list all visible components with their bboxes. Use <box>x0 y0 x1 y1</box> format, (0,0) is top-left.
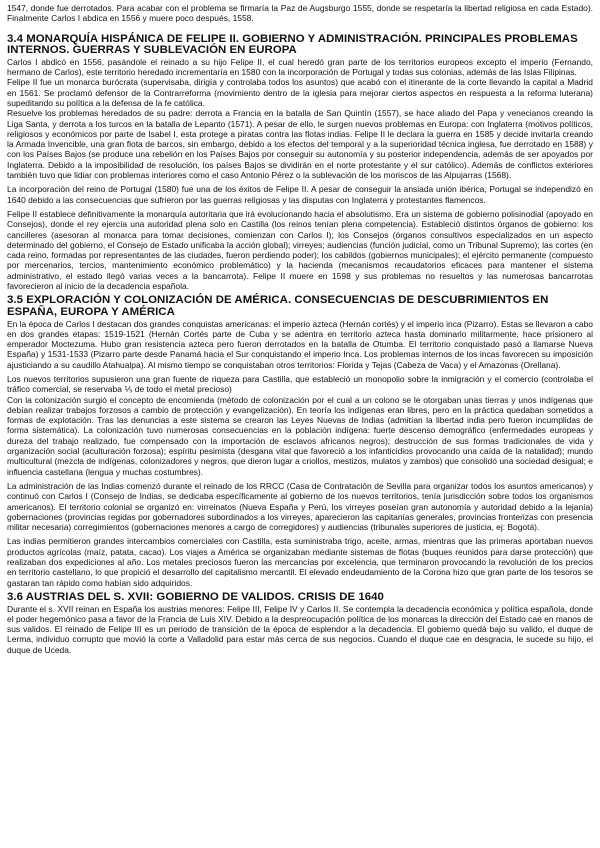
section-3-5-paragraph-2: Los nuevos territorios supusieron una gran fuente de riqueza para Castilla, que estableció un monopolio sobre la inmigración y el comercio (controlaba el tráfico comercial, se reservaba ⅕ de todo el metal precioso) Con la colonización surgió el concepto de encomienda (método de colonización por el cual a un colono se le otorgaban unas tierras y unos indígenas que debían realizar trabajos forzosos a cambio de protección y evangelización). En teoría los indígenas eran libres, pero en la práctica quedaban sometidos a formas de explotación. Tras las denuncias a este sistema se crearon las Leyes Nuevas de Indias (admitían la libertad india pero fueron incumplidas de forma sistemática). La colonización tuvo numerosas consecuencias en la población indígena: fuerte descenso demográfico (enfermedades europeas y dureza del trabajo realizado, fue compensado con la importación de esclavos africanos negros); destrucción de sus formas tradicionales de vida y organización social (aculturación forzosa); espíritu pesimista (desgana vital que favoreció a los infanticidios provocando una caída de la natalidad); mundo multicultural (mezcla de indígenas, colonizadores y negros, que dieron lugar a criollos, mestizos, mulatos y zambos) que consolidó una sociedad desigual; e influencia castellana (lengua y muchas costumbres). <box>7 373 593 477</box>
section-3-4-heading: 3.4 MONARQUÍA HISPÁNICA DE FELIPE II. GOBIERNO Y ADMINISTRACIÓN. PRINCIPALES PROBLEMAS INTERNOS. GUERRAS Y SUBLEVACIÓN EN EUROPA <box>7 32 578 57</box>
section-3-4-paragraph-3: Resuelve los problemas heredados de su padre: derrota a Francia en la batalla de San Quintín (1557), se hace aliado del Papa y venecianos creando la Liga Santa, y derrota a los turcos en la batalla de Lepanto (1571). A pesar de ello, le surgen nuevos problemas en Europa: con Inglaterra (motivos políticos, religiosos y económicos por parte de Isabel I, esta protege a piratas contra las flotas indias. Felipe II le declara la guerra en 1585 y decide invitarla creando la Armada Invencible, una gran flota de barcos, sin embargo, debido a los efectos del temporal y a la superioridad técnica inglesa, fue derrotado en 1588) y con los Países Bajos (se produce una rebelión en los Países Bajos por conseguir su autonomía y su posterior independencia, además de ser apoyados por Inglaterra. Debido a la imposibilidad de resolución, los países Bajos se dividirán en el norte protestante y el sur católico). Además de conflictos exteriores también tuvo que lidiar con problemas interiores como el caso Antonio Pérez o la sublevación de los moriscos de las Alpujarras (1568). <box>7 108 593 181</box>
paragraph-intro: 1547, donde fue derrotados. Para acabar con el problema se firmaría la Paz de Augsburgo 1555, donde se respetaría la libertad religiosa en cada Estado). Finalmente Carlos I abdica en 1556 y muere poco después, 1558. <box>7 3 593 24</box>
section-3-4-paragraph-1: Carlos I abdicó en 1556, pasándole el reinado a su hijo Felipe II, el cual heredó gran parte de los territorios europeos excepto el imperio (Fernando, hermano de Carlos), este territorio heredado incrementaría en 1580 con la incorporación de Portugal y todas sus colonias, además de las Islas Filipinas. <box>7 56 593 78</box>
section-3-5-paragraph-4: Las indias permitieron grandes intercambios comerciales con Castilla, esta suministraba trigo, aceite, armas, mientras que las primeras aportaban nuevos productos agrícolas (maíz, patata, cacao). Los viajes a América se organizaban mediante sistemas de flotas (buques reunidos para darse protección) que realizaban dos expediciones al año. Los metales preciosos fueron las mercancías por excelencia, que terminaron provocando la revolución de los precios en territorio castellano, lo que propició el desarrollo del capitalismo mercantil. El elevado endeudamiento de la Corona hizo que gran parte de los tesoros se gastaran tan rápido como habían sido adquiridos. <box>7 536 593 588</box>
section-3-5-paragraph-1: En la época de Carlos I destacan dos grandes conquistas americanas: el imperio azteca (Hernán cortés) y el imperio inca (Pizarro). Estas se llevaron a cabo en dos grandes etapas: 1519-1521 (Hernán Cortés parte de Cuba y se adentra en territorio azteca hasta dominarlo militarmente, hace prisionero al emperador Moctezuma. Hubo gran resistencia azteca pero fueron derrotados en la batalla de Otumba. El territorio conquistado pasó a llamarse Nueva España) y 1531-1533 (Pizarro parte desde Panamá hacia el Sur conquistando el imperio Inca. Los problemas internos de los incas favorecen su imposición ajusticiando a su caudillo Atahualpa). Al mismo tiempo se conquistaban otros territorios: Florida y Tejas (Cabeza de Vaca) y el Amazonas (Orellana). <box>7 318 593 370</box>
section-3-4-paragraph-2: Felipe II fue un monarca burócrata (supervisaba, dirigía y controlaba todos los asuntos) que acabó con el itinerante de la corte llevando la capital a Madrid en 1561. Se proclamó defensor de la Contrarreforma (movimiento dentro de la iglesia para mejorar ciertos aspectos en respuesta a la reforma luterana) supeditando su política a la defensa de la fe católica. <box>7 77 593 108</box>
section-3-6-heading: 3.6 AUSTRIAS DEL S. XVII: GOBIERNO DE VALIDOS. CRISIS DE 1640 <box>7 590 384 603</box>
section-3-4-paragraph-4: La incorporación del reino de Portugal (1580) fue una de los éxitos de Felipe II. A pesar de conseguir la ansiada unión ibérica, Portugal se independizó en 1640 debido a las consecuencias que sufrieron por las guerras religiosas y las disputas con Inglaterra y protestantes flamencos. <box>7 184 593 205</box>
section-3-6-paragraph-1: Durante el s. XVII reinan en España los austrias menores: Felipe III, Felipe IV y Carlos II. Se contempla la decadencia económica y política española, donde el poder hegemónico pasa a favor de la Francia de Luis XIV. Debido a la despreocupación política de los monarcas la dirección del Estado cae en manos de sus validos. El reinado de Felipe III es un periodo de transición de la época de esplendor a la decadencia. El gobierno quedá bajo su valido, el duque de Lerma, individuo corrupto que movió la corte a Valladolid para estar más cerca de sus negocios. Cuando el duque cae en desgracia, le sucede su hijo, el duque de Uceda. <box>7 603 593 655</box>
section-3-5-paragraph-3: La administración de las Indias comenzó durante el reinado de los RRCC (Casa de Contratación de Sevilla para organizar todos los asuntos americanos) y continuó con Carlos I (Consejo de Indias, se dedicaba específicamente al gobierno de los nuevos territorios, tenía jurisdicción sobre todos los organismos americanos). El territorio colonial se organizó en: virreinatos (Nueva España y Perú, los virreyes poseían gran autonomía y autoridad debido a la lejanía) gobernaciones (provincias regidas por gobernadores subordinados a los virreyes, aparecieron las capitanías generales, provincias fronterizas con presencia militar necesaria) corregimientos (gobernaciones menores a cargo de corregidores) y audiencias (tribunales superiores de justicia, ej: Bogotá). <box>7 480 593 533</box>
section-3-5-heading: 3.5 EXPLORACIÓN Y COLONIZACIÓN DE AMÉRICA. CONSECUENCIAS DE DESCUBRIMIENTOS EN ESPAÑA, EUROPA Y AMÉRICA <box>7 294 549 318</box>
section-3-4-paragraph-5: Felipe II establece definitivamente la monarquía autoritaria que irá evolucionando hacia el absolutismo. Era un sistema de gobierno polisinodial (apoyado en Consejos), donde el rey ejercía una autoridad plena solo en Castilla (los reinos tenían plena competencia). Estableció distintos órganos de gobierno: los cancilleres (asesoran al monarca para tomar decisiones, comienzan con Carlos I); los Consejos (órganos consultivos especializados en un aspecto determinado del gobierno, el Consejo de Estado unificaba la acción global); virreyes; audiencias (función judicial, como un Tribunal Supremo); las cortes (en cada reino, formadas por representantes de las ciudades, fueron perdiendo poder); los cabildos (gobiernos municipales); el ejército permanente (compuesto por mercenarios, tercios, mantenimiento económico problemático) y la hacienda (mecanismos recaudatorios eficaces para mantener el sistema administrativo, el estado llegó varias veces a la bancarrota). Felipe II muere en 1598 y sus problemas no resueltos y las numerosas bancarrotas favorecieron al inicio de la decadencia española. <box>7 208 593 292</box>
